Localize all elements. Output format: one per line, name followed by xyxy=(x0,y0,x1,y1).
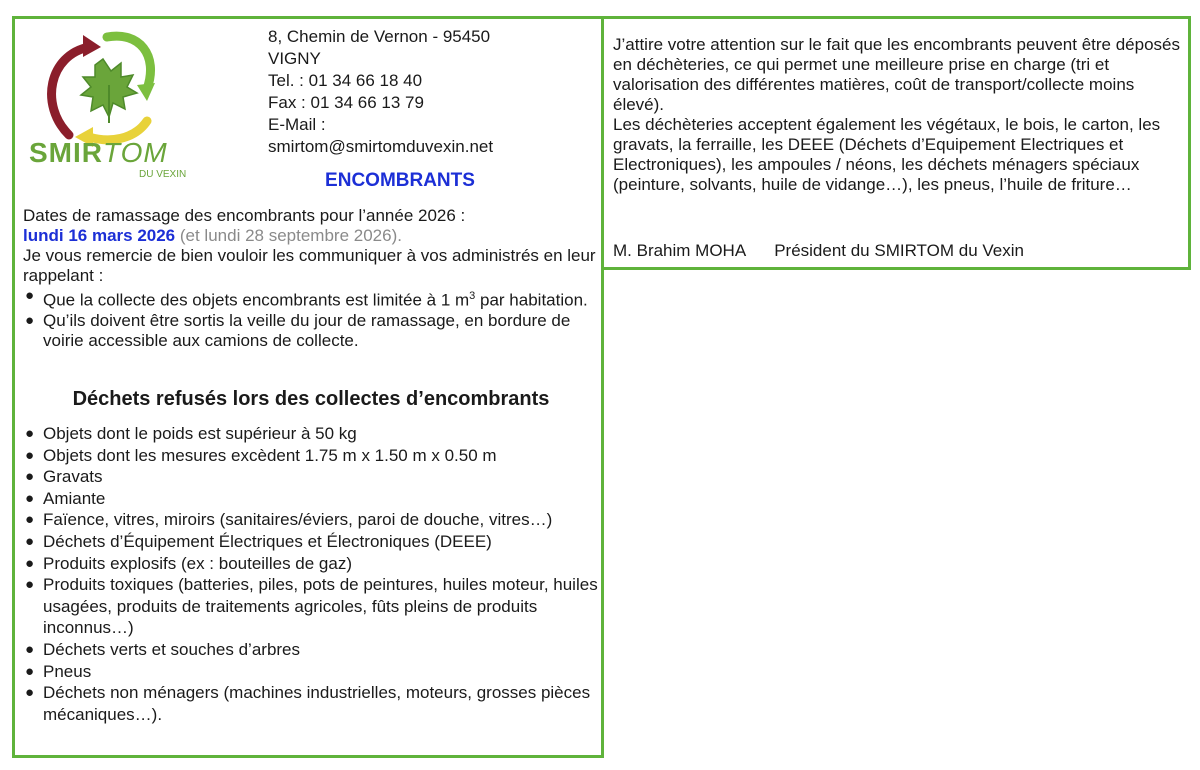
bullet-icon: ● xyxy=(25,684,35,702)
list-item xyxy=(23,639,601,661)
list-item-text: Pneus xyxy=(43,661,92,681)
list-item-text: Déchets verts et souches d’arbres xyxy=(43,639,301,659)
list-item-text: Gravats xyxy=(43,467,103,487)
bullet-icon: ● xyxy=(25,511,35,529)
list-item-text: Déchets non ménagers (machines industrielles, moteurs, grosses pièces mécaniques…). xyxy=(43,683,591,724)
list-item: ● Qu’ils doivent être sortis la veille du jour de ramassage, en bordure de voirie accessible aux camions de collecte. xyxy=(25,310,571,350)
date-main: lundi 16 mars 2026 xyxy=(23,226,176,245)
reminder-list xyxy=(23,286,601,351)
list-item xyxy=(23,682,601,725)
list-item xyxy=(23,423,601,445)
email-address[interactable]: smirtom@smirtomduvexin.net xyxy=(268,137,494,156)
list-item-text: Amiante xyxy=(43,488,106,508)
signature-title: Président du SMIRTOM du Vexin xyxy=(774,241,1024,260)
bullet-icon: ● xyxy=(25,287,35,304)
right-panel xyxy=(601,16,1191,270)
date-alt: (et lundi 28 septembre 2026). xyxy=(179,226,402,245)
bullet-icon: ● xyxy=(25,489,35,507)
logo-wordmark: SMIRTOM xyxy=(29,137,168,168)
list-item xyxy=(23,445,601,467)
address-line1: 8, Chemin de Vernon - 95450 xyxy=(268,27,491,46)
bullet-icon: ● xyxy=(25,468,35,486)
fax-number: Fax : 01 34 66 13 79 xyxy=(268,93,424,112)
list-item-text: Déchets d’Équipement Électriques et Électroniques (DEEE) xyxy=(43,531,492,551)
bullet-icon: ● xyxy=(25,311,35,329)
list-item-text: Produits explosifs (ex : bouteilles de gaz) xyxy=(43,553,352,573)
list-item xyxy=(23,488,601,510)
info-text xyxy=(613,35,1187,195)
info-paragraph-2: Les déchèteries acceptent également les végétaux, le bois, le carton, les gravats, la ferraille, les DEEE (Déchets d’Equipement Electriques et Electroniques), les ampoules / néons, les déchets ménagers spéciaux (peinture, solvants, huile de vidange…), les pneus, l’huile de friture… xyxy=(613,115,1161,194)
signature-name: M. Brahim MOHA xyxy=(613,241,747,260)
list-item xyxy=(23,509,601,531)
dates-line xyxy=(23,226,601,246)
list-item xyxy=(23,574,601,639)
list-item xyxy=(23,531,601,553)
bullet-icon: ● xyxy=(25,425,35,442)
bullet-icon: ● xyxy=(25,576,35,594)
list-item-text: Faïence, vitres, miroirs (sanitaires/éviers, paroi de douche, vitres…) xyxy=(43,510,553,530)
info-paragraph-1: J’attire votre attention sur le fait que les encombrants peuvent être déposés en déchèteries, ce qui permet une meilleure prise en charge (tri et valorisation des différentes matières, coût de transport/collecte moins élevé). xyxy=(613,35,1180,114)
list-item xyxy=(23,661,601,683)
bullet-icon: ● xyxy=(25,446,35,464)
intro-section xyxy=(23,206,601,351)
address-block xyxy=(268,26,493,158)
bullet-icon: ● xyxy=(25,532,35,550)
bullet-icon: ● xyxy=(25,662,35,680)
bullet-icon: ● xyxy=(25,554,35,572)
email-label: E-Mail : xyxy=(268,115,326,134)
list-item-text: Produits toxiques (batteries, piles, pots de peintures, huiles moteur, huiles usagées, produits de traitements agricoles, fûts pleins de produits inconnus…) xyxy=(43,575,598,638)
refused-heading: Déchets refusés lors des collectes d’encombrants xyxy=(72,388,550,410)
bullet-icon: ● xyxy=(25,640,35,658)
request-text: Je vous remercie de bien vouloir les communiquer à vos administrés en leur rappelant : xyxy=(23,246,596,285)
list-item-text: Objets dont le poids est supérieur à 50 kg xyxy=(43,424,357,443)
list-item xyxy=(23,466,601,488)
list-item: ● Que la collecte des objets encombrants est limitée à 1 $m^3$ par habitation. xyxy=(25,287,588,310)
phone-number: Tel. : 01 34 66 18 40 xyxy=(268,71,423,90)
refused-list xyxy=(23,423,601,725)
dates-text: Dates de ramassage des encombrants pour l’année 2026 : xyxy=(23,206,466,225)
address-line2: VIGNY xyxy=(268,49,321,68)
logo-subtitle: DU VEXIN xyxy=(139,169,187,180)
page-title: ENCOMBRANTS xyxy=(325,170,475,191)
list-item-text: Objets dont les mesures excèdent 1.75 m x 1.50 m x 0.50 m xyxy=(43,445,497,465)
list-item xyxy=(23,553,601,575)
left-panel xyxy=(12,16,604,758)
signature xyxy=(613,241,1024,261)
